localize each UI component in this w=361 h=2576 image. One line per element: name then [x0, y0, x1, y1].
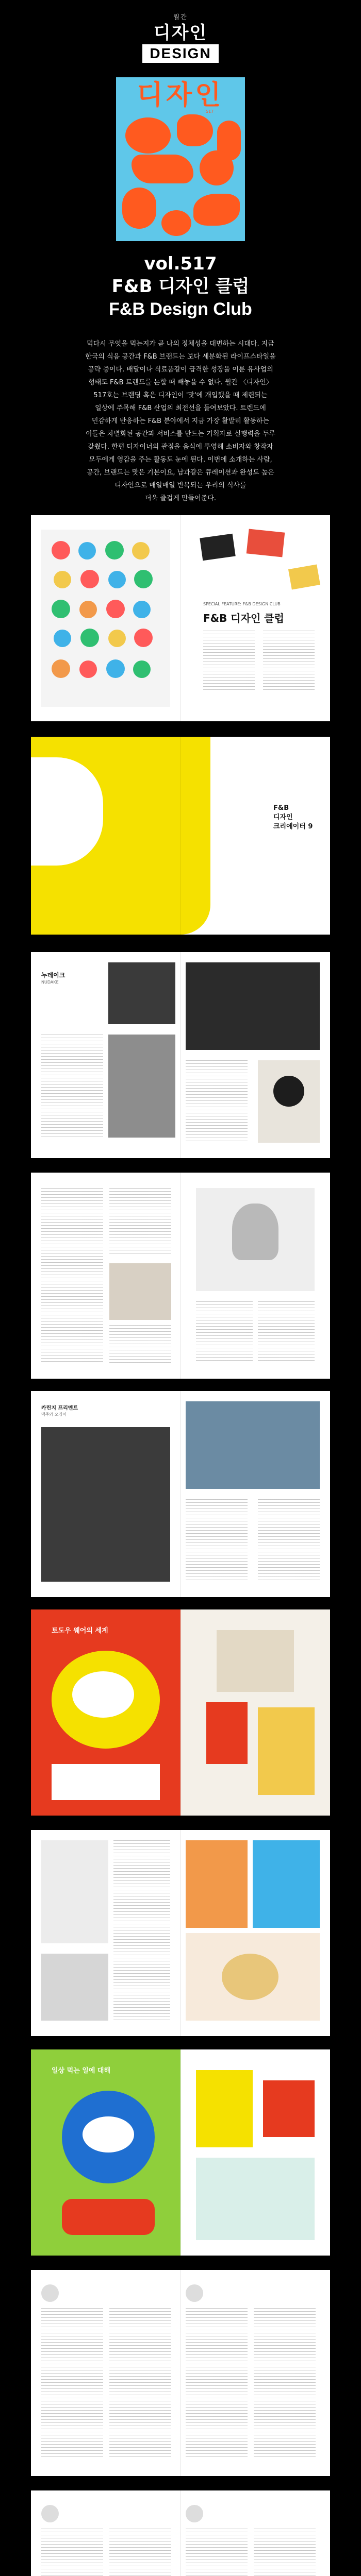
- body-text-column: [186, 1060, 248, 1143]
- sticker-icon: [54, 630, 71, 647]
- spread-2: [31, 737, 330, 935]
- sticker-icon: [79, 660, 97, 678]
- body-text-column: [186, 2529, 248, 2576]
- intro-line: 민감하게 반응하는 F&B 분야에서 지금 가장 활발히 활동하는: [91, 417, 270, 425]
- cover-orange-blob: [193, 194, 240, 226]
- globe-face: [83, 2116, 134, 2153]
- portrait-photo: [41, 1427, 170, 1582]
- sticker-icon: [105, 541, 124, 560]
- body-text-column: [196, 1301, 253, 1363]
- spread-gutter: [180, 1391, 181, 1597]
- food-photo: [109, 1263, 171, 1320]
- sticker-icon: [106, 600, 125, 618]
- body-text-column: [254, 2529, 316, 2576]
- intro-line: 모두에게 영감을 주는 활동도 눈에 띈다. 이번에 소개하는 사람,: [89, 456, 272, 464]
- yellow-edge-shape: [180, 737, 210, 935]
- body-text-column: [258, 1301, 315, 1363]
- creator-name: 누데이크: [41, 972, 65, 979]
- store-photo: [186, 962, 320, 1050]
- spread-gutter: [180, 737, 181, 935]
- body-text-column: [203, 631, 255, 692]
- body-text-column: [109, 1325, 171, 1363]
- sticker-icon: [108, 630, 126, 647]
- spread-8: [31, 2049, 330, 2256]
- spread-4: [31, 1173, 330, 1379]
- cover-orange-blob: [177, 114, 213, 146]
- sticker-icon: [52, 600, 70, 618]
- spread-title: F&B 디자인 클럽: [203, 612, 284, 624]
- body-text-column: [41, 2308, 103, 2458]
- sticker-icon: [108, 571, 126, 588]
- intro-line: 이들은 차별화된 공간과 서비스를 만드는 기획자로 실행력을 두루: [86, 430, 275, 438]
- magazine-cover: [116, 77, 245, 241]
- logo-photo: [41, 1954, 108, 2021]
- person-figure: [232, 1204, 278, 1260]
- logo-korean: 디자인: [153, 23, 208, 43]
- logo-english: DESIGN: [142, 44, 219, 63]
- product-card-photo: [247, 529, 285, 557]
- spread-7: [31, 1830, 330, 2036]
- cover-orange-blob: [200, 150, 234, 185]
- cover-orange-blob: [122, 188, 156, 229]
- package-photo: [263, 2080, 315, 2137]
- cover-orange-blob: [125, 117, 171, 154]
- sticker-icon: [134, 629, 153, 647]
- object-photo: [258, 1707, 315, 1795]
- illustration-panel: [62, 2199, 155, 2235]
- sticker-icon: [78, 542, 96, 560]
- food-photo: [186, 1840, 248, 1928]
- sticker-icon: [52, 659, 70, 678]
- issue-title-block: [0, 252, 361, 320]
- creator-subtitle: 맥주와 오징어: [41, 1412, 67, 1417]
- sticker-icon: [79, 601, 97, 618]
- spread-1: [31, 515, 330, 721]
- spread-10: [31, 2490, 330, 2576]
- spread-gutter: [180, 2490, 181, 2576]
- sticker-icon: [133, 601, 151, 618]
- body-text-column: [41, 1035, 103, 1138]
- intro-line: 디자인으로 매일매일 반복되는 우리의 식사를: [114, 482, 247, 489]
- body-text-column: [186, 1499, 248, 1582]
- spread-title: 토도우 웨어의 세계: [52, 1627, 108, 1635]
- product-card-photo: [288, 564, 320, 589]
- magazine-logo: [139, 23, 222, 65]
- intro-line: 공략 중이다. 배달이나 식료품같이 급격한 성장을 이룬 유사업의: [88, 366, 273, 374]
- spread-gutter: [180, 2049, 181, 2256]
- sticker-icon: [133, 660, 151, 678]
- avatar: [41, 2505, 59, 2522]
- body-text-column: [109, 2308, 171, 2458]
- body-text-column: [41, 2529, 103, 2576]
- sticker-icon: [80, 570, 99, 588]
- avatar: [186, 2505, 203, 2522]
- food-photo: [253, 1840, 320, 1928]
- creator-subtitle: NUDAKE: [41, 980, 59, 985]
- sticker-icon: [132, 542, 150, 560]
- body-text-column: [109, 1188, 171, 1255]
- spread-title-line: F&B: [273, 804, 289, 812]
- intro-text: [72, 337, 289, 505]
- dish-object: [222, 1954, 278, 2000]
- object-photo: [206, 1702, 248, 1764]
- cover-orange-blob: [132, 155, 193, 183]
- avatar: [41, 2284, 59, 2302]
- product-card-photo: [200, 534, 236, 561]
- body-text-column: [254, 2308, 316, 2458]
- bar-interior-photo: [186, 1401, 320, 1489]
- object-photo: [217, 1630, 294, 1692]
- spread-title-line: 크리에이터 9: [273, 823, 313, 831]
- body-text-column: [109, 2529, 171, 2576]
- intro-line: 한국의 식음 공간과 F&B 브랜드는 보다 세분화된 라이프스타일을: [85, 353, 276, 361]
- spread-5: [31, 1391, 330, 1597]
- spread-title: 일상 먹는 일에 대해: [52, 2067, 111, 2075]
- creator-name: 카린지 프리멘트: [41, 1405, 78, 1411]
- sticker-icon: [134, 570, 153, 588]
- intro-line: 먹다시 무엇을 먹는지가 곧 나의 정체성을 대변하는 시대다. 지금: [87, 340, 274, 348]
- portrait-photo: [108, 1035, 175, 1138]
- issue-title-korean: F&B 디자인 클럽: [111, 276, 250, 297]
- spread-title-line: 디자인: [273, 814, 293, 821]
- cover-orange-blob: [161, 210, 191, 236]
- spread-gutter: [180, 952, 181, 1158]
- body-text-column: [258, 1499, 320, 1582]
- body-text-column: [41, 1188, 103, 1363]
- package-photo: [196, 2070, 253, 2147]
- spread-gutter: [180, 2270, 181, 2476]
- body-text-column: [186, 2308, 248, 2458]
- package-photo: [196, 2158, 315, 2240]
- building-photo: [41, 1840, 108, 1943]
- issue-title-english: F&B Design Club: [109, 299, 252, 319]
- spread-6: [31, 1609, 330, 1816]
- intro-line: 일상에 주목해 F&B 산업의 최전선을 들여보았다. 트렌드에: [95, 404, 266, 412]
- spread-gutter: [180, 515, 181, 721]
- issue-volume: vol.517: [144, 253, 217, 274]
- intro-line: 공간, 브랜드는 맛은 기본이요, 남과같은 큐레이션과 완성도 높은: [87, 469, 274, 477]
- sticker-icon: [54, 571, 71, 588]
- intro-line: 517호는 브랜딩 혹은 디자인이 '맛'에 개입했을 때 제련되는: [93, 392, 268, 399]
- intro-line: 갖췄다. 한편 디자이너의 관점을 음식에 투영해 소비자와 창작자: [88, 443, 273, 451]
- illustration-panel: [52, 1764, 160, 1800]
- sticker-icon: [106, 659, 125, 678]
- dessert-object: [273, 1076, 304, 1107]
- body-text-column: [263, 631, 315, 692]
- sticker-icon: [80, 629, 99, 647]
- cover-masthead: 디자인: [137, 80, 224, 110]
- spread-9: [31, 2270, 330, 2476]
- intro-line: 형태도 F&B 트렌드를 논할 때 빼놓을 수 없다. 월간 〈디자인〉: [88, 379, 273, 386]
- sticker-icon: [52, 541, 70, 560]
- body-text-column: [113, 1840, 170, 2021]
- spread-3: [31, 952, 330, 1158]
- intro-line: 더욱 즐겁게 만들어준다.: [145, 495, 216, 502]
- spread-kicker: SPECIAL FEATURE: F&B DESIGN CLUB: [203, 602, 281, 606]
- cover-issue-number: 517: [206, 109, 214, 114]
- interior-photo: [108, 962, 175, 1024]
- header: [0, 0, 361, 242]
- avatar: [186, 2284, 203, 2302]
- spread-gutter: [180, 1830, 181, 2036]
- spread-gutter: [180, 1609, 181, 1816]
- illustration-face: [72, 1671, 134, 1718]
- spread-gutter: [180, 1173, 181, 1379]
- header-kicker: 월간: [173, 13, 188, 21]
